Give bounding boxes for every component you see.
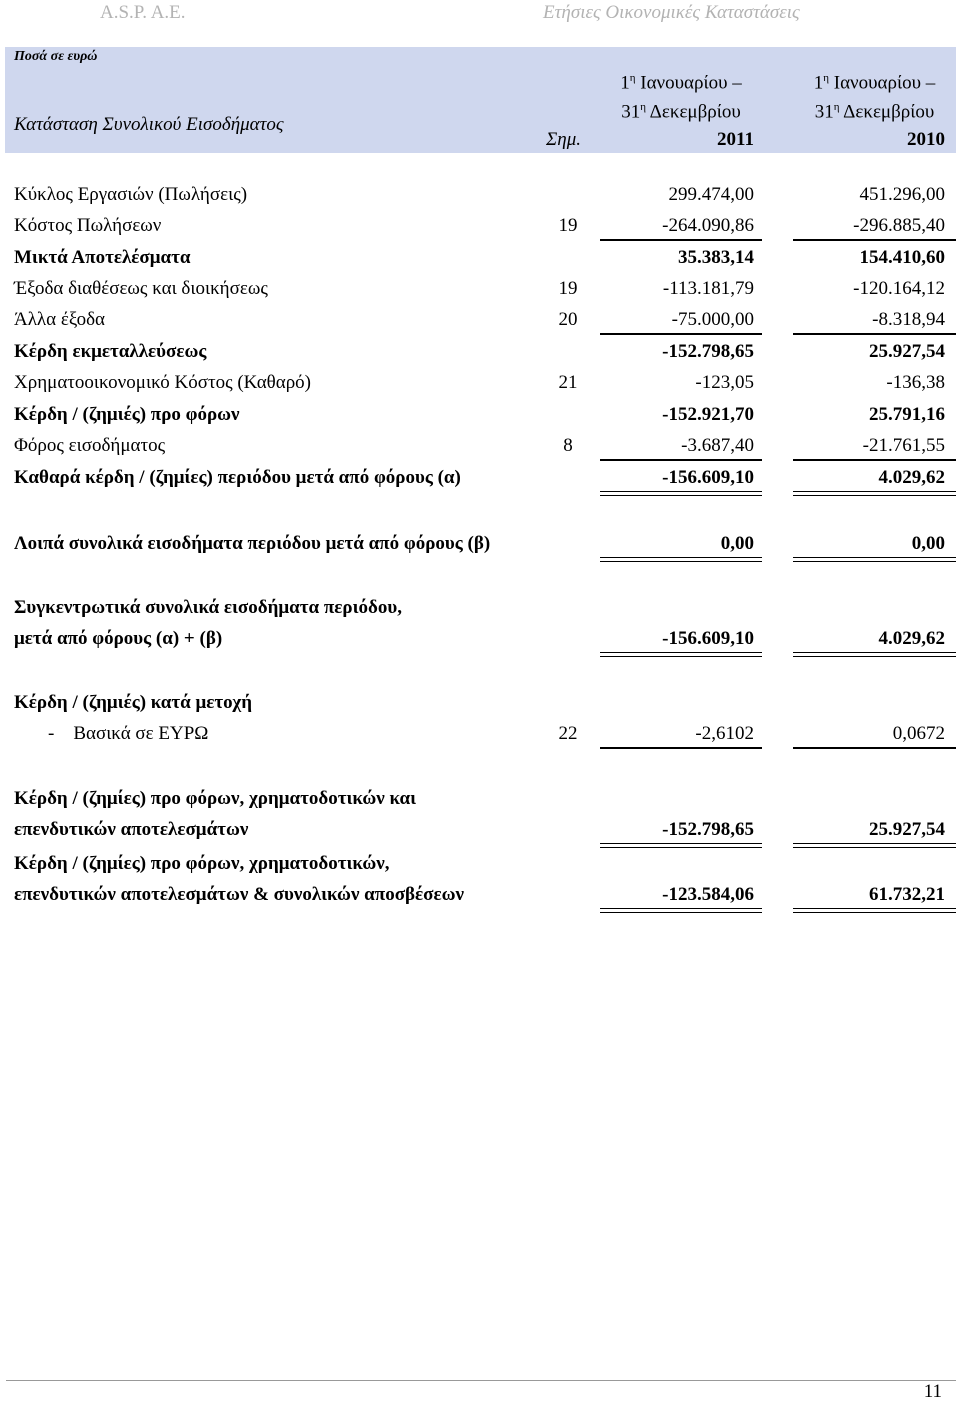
total-double-rule	[793, 557, 956, 562]
subtotal-rule	[793, 459, 956, 461]
table-row: επενδυτικών αποτελεσμάτων & συνολικών αποσβέσεων -123.584,06 61.732,21	[0, 884, 960, 912]
table-row: Έξοδα διαθέσεως και διοικήσεως 19 -113.181,79 -120.164,12	[14, 278, 945, 299]
table-row: Κέρδη / (ζημιές) προ φόρων -152.921,70 25.791,16	[14, 404, 945, 425]
total-double-rule	[600, 652, 762, 657]
table-row: Λοιπά συνολικά εισοδήματα περιόδου μετά από φόρους (β) 0,00 0,00	[0, 533, 960, 561]
period-header-2010: $1^\eta$ Ιανουαρίου – $31^\eta$ Δεκεμβρίου	[813, 72, 936, 123]
subtotal-rule	[600, 239, 762, 241]
table-row: μετά από φόρους (α) + (β) -156.609,10 4.029,62	[0, 628, 960, 656]
table-row: Κέρδη / (ζημίες) προ φόρων, χρηματοδοτικών,	[14, 853, 390, 874]
page-number: 11	[923, 1381, 942, 1402]
document-title: Ετήσιες Οικονομικές Καταστάσεις	[543, 2, 800, 23]
subtotal-rule	[600, 747, 762, 749]
subtotal-rule	[600, 333, 762, 335]
table-row: Φόρος εισοδήματος 8 -3.687,40 -21.761,55	[0, 435, 960, 463]
period-header-2011: $1^\eta$ Ιανουαρίου – $31^\eta$ Δεκεμβρίου	[620, 72, 742, 123]
total-double-rule	[793, 843, 956, 848]
table-row: Κέρδη / (ζημίες) προ φόρων, χρηματοδοτικών και	[14, 788, 417, 809]
table-row: Καθαρά κέρδη / (ζημίες) περιόδου μετά από φόρους (α) -156.609,10 4.029,62	[0, 467, 960, 495]
total-double-rule	[600, 843, 762, 848]
table-row: επενδυτικών αποτελεσμάτων -152.798,65 25.927,54	[0, 819, 960, 847]
total-double-rule	[600, 491, 762, 496]
note-column-header: Σημ.	[546, 129, 582, 150]
subtotal-rule	[600, 459, 762, 461]
year-header-2010: 2010	[907, 129, 945, 150]
footer-rule	[6, 1380, 956, 1381]
total-double-rule	[793, 908, 956, 913]
table-row: Κύκλος Εργασιών (Πωλήσεις) 299.474,00 451.296,00	[14, 184, 945, 205]
subtotal-rule	[793, 747, 956, 749]
table-row: - Βασικά σε ΕΥΡΩ 22 -2,6102 0,0672	[0, 723, 960, 751]
subtotal-rule	[793, 333, 956, 335]
company-name: A.S.P. A.E.	[100, 2, 186, 23]
table-row: Συγκεντρωτικά συνολικά εισοδήματα περιόδου,	[14, 597, 402, 618]
total-double-rule	[600, 908, 762, 913]
total-double-rule	[600, 557, 762, 562]
amounts-note: Ποσά σε ευρώ	[14, 49, 98, 64]
statement-title: Κατάσταση Συνολικού Εισοδήματος	[14, 114, 284, 135]
total-double-rule	[793, 652, 956, 657]
table-row: Κόστος Πωλήσεων 19 -264.090,86 -296.885,40	[0, 215, 960, 243]
table-row: Χρηματοοικονομικό Κόστος (Καθαρό) 21 -123,05 -136,38	[14, 372, 945, 393]
table-row: Μικτά Αποτελέσματα 35.383,14 154.410,60	[14, 247, 945, 268]
table-row: Κέρδη / (ζημιές) κατά μετοχή	[14, 692, 252, 713]
table-row: Κέρδη εκμεταλλεύσεως -152.798,65 25.927,54	[14, 341, 945, 362]
total-double-rule	[793, 491, 956, 496]
subtotal-rule	[793, 239, 956, 241]
year-header-2011: 2011	[717, 129, 754, 150]
table-row: Άλλα έξοδα 20 -75.000,00 -8.318,94	[0, 309, 960, 337]
